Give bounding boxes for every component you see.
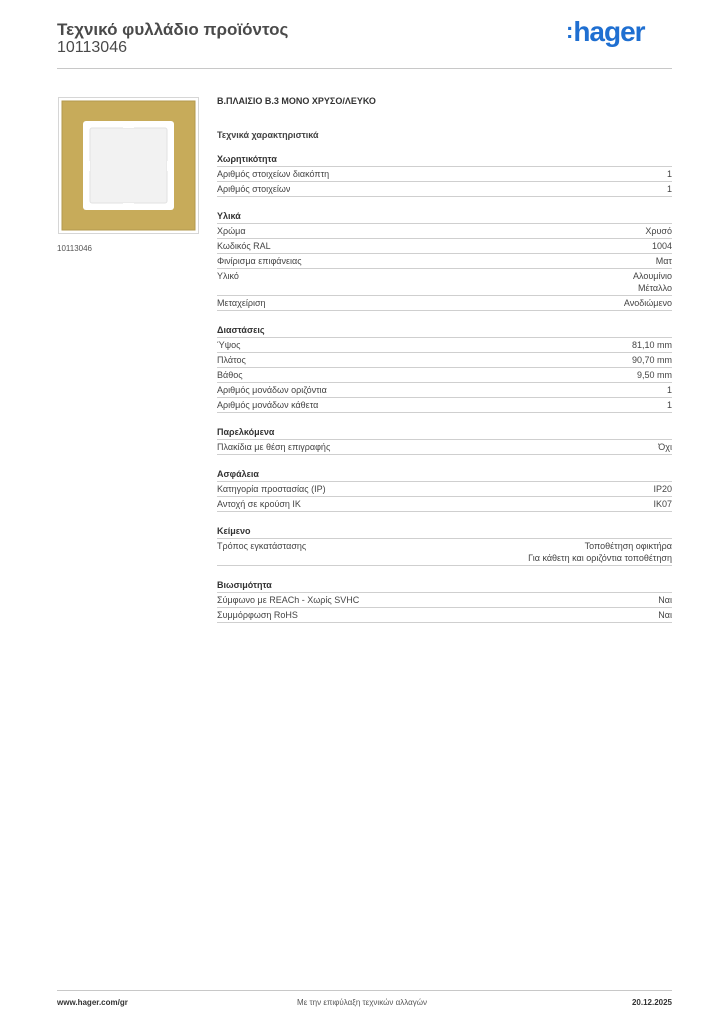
logo-text: hager xyxy=(573,16,645,47)
spec-value xyxy=(658,609,672,621)
spec-label: Πλάτος xyxy=(217,355,246,365)
spec-value xyxy=(667,168,672,180)
logo-dots-icon: : xyxy=(566,18,573,43)
spec-row xyxy=(217,398,672,413)
spec-sections xyxy=(217,154,672,623)
spec-row xyxy=(217,608,672,623)
spec-value-line: Ματ xyxy=(655,256,672,266)
spec-value xyxy=(624,297,672,309)
spec-section xyxy=(217,427,672,455)
spec-value xyxy=(667,399,672,411)
spec-label: Αριθμός μονάδων κάθετα xyxy=(217,400,319,410)
spec-subtitle: Τεχνικά χαρακτηριστικά xyxy=(217,130,319,140)
spec-label: Αντοχή σε κρούση IK xyxy=(217,499,301,509)
product-image xyxy=(58,97,199,234)
spec-row xyxy=(217,338,672,353)
spec-value-line: Για κάθετη και οριζόντια τοποθέτηση xyxy=(528,553,672,563)
footer-website: www.hager.com/gr xyxy=(57,998,128,1007)
spec-label: Κατηγορία προστασίας (IP) xyxy=(217,484,326,494)
footer-date: 20.12.2025 xyxy=(631,998,672,1007)
spec-value xyxy=(637,369,672,381)
spec-row xyxy=(217,269,672,296)
spec-value-line: 9,50 mm xyxy=(636,370,672,380)
spec-value-line: Ναι xyxy=(658,595,672,605)
spec-row xyxy=(217,167,672,182)
spec-section xyxy=(217,325,672,413)
spec-label: Υλικό xyxy=(217,271,239,281)
spec-value-line: IP20 xyxy=(653,484,672,494)
spec-label: Τρόπος εγκατάστασης xyxy=(217,541,307,551)
spec-value xyxy=(652,240,672,252)
spec-value-line: 90,70 mm xyxy=(631,355,672,365)
header-divider xyxy=(57,68,672,69)
spec-row xyxy=(217,239,672,254)
section-title: Υλικά xyxy=(217,211,672,224)
spec-value-line: IK07 xyxy=(653,499,672,509)
footer-divider xyxy=(57,990,672,991)
spec-label: Πλακίδια με θέση επιγραφής xyxy=(217,442,331,452)
spec-row xyxy=(217,539,672,566)
spec-row xyxy=(217,593,672,608)
spec-label: Μεταχείριση xyxy=(217,298,266,308)
footer-notice: Με την επιφύλαξη τεχνικών αλλαγών xyxy=(297,998,427,1007)
spec-value-line: 1004 xyxy=(651,241,672,251)
page-code: 10113046 xyxy=(57,39,127,56)
spec-row xyxy=(217,497,672,512)
image-caption: 10113046 xyxy=(57,244,92,253)
section-title: Κείμενο xyxy=(217,526,672,539)
spec-row xyxy=(217,440,672,455)
spec-section xyxy=(217,580,672,623)
product-title: Β.ΠΛΑΙΣΙΟ Β.3 ΜΟΝΟ ΧΡΥΣΟ/ΛΕΥΚΟ xyxy=(217,96,376,106)
frame-picture xyxy=(59,98,198,233)
spec-value xyxy=(658,441,672,453)
spec-value-line: 1 xyxy=(666,169,672,179)
spec-label: Κωδικός RAL xyxy=(217,241,271,251)
section-title: Διαστάσεις xyxy=(217,325,672,338)
spec-row xyxy=(217,482,672,497)
spec-label: Αριθμός μονάδων οριζόντια xyxy=(217,385,327,395)
spec-row xyxy=(217,182,672,197)
spec-row xyxy=(217,224,672,239)
spec-value-line: Μέταλλο xyxy=(637,283,672,293)
spec-value-line: 1 xyxy=(666,184,672,194)
spec-value xyxy=(667,384,672,396)
spec-section xyxy=(217,526,672,566)
spec-label: Συμμόρφωση RoHS xyxy=(217,610,298,620)
spec-value-line: 81,10 mm xyxy=(631,340,672,350)
specification-content xyxy=(217,96,672,623)
spec-section xyxy=(217,469,672,512)
spec-label: Βάθος xyxy=(217,370,243,380)
spec-row xyxy=(217,383,672,398)
spec-value xyxy=(645,225,672,237)
section-title: Βιωσιμότητα xyxy=(217,580,672,593)
spec-value xyxy=(667,183,672,195)
spec-section xyxy=(217,154,672,197)
spec-value-line: 1 xyxy=(666,400,672,410)
spec-value-line: Ναι xyxy=(658,610,672,620)
spec-row xyxy=(217,296,672,311)
spec-value xyxy=(656,255,672,267)
spec-value xyxy=(633,270,672,294)
spec-value-line: Τοποθέτηση οφικτήρα xyxy=(584,541,672,551)
section-title: Ασφάλεια xyxy=(217,469,672,482)
spec-row xyxy=(217,254,672,269)
spec-value xyxy=(632,339,672,351)
spec-label: Φινίρισμα επιφάνειας xyxy=(217,256,302,266)
page-title: Τεχνικό φυλλάδιο προϊόντος xyxy=(57,20,289,39)
spec-label: Αριθμός στοιχείων xyxy=(217,184,291,194)
spec-label: Αριθμός στοιχείων διακόπτη xyxy=(217,169,330,179)
spec-value xyxy=(658,594,672,606)
spec-value-line: Αλουμίνιο xyxy=(633,271,672,281)
spec-value xyxy=(528,540,672,564)
section-title: Παρελκόμενα xyxy=(217,427,672,440)
spec-row xyxy=(217,368,672,383)
spec-value xyxy=(653,498,672,510)
spec-value-line: Χρυσό xyxy=(645,226,672,236)
spec-value xyxy=(632,354,672,366)
spec-value-line: Ανοδιώμενο xyxy=(623,298,672,308)
spec-label: Σύμφωνο με REACh - Χωρίς SVHC xyxy=(217,595,360,605)
hager-logo xyxy=(566,16,645,48)
spec-value-line: 1 xyxy=(666,385,672,395)
section-title: Χωρητικότητα xyxy=(217,154,672,167)
spec-value-line: Όχι xyxy=(658,442,672,452)
spec-section xyxy=(217,211,672,311)
spec-label: Ύψος xyxy=(217,340,241,350)
spec-value xyxy=(653,483,672,495)
spec-label: Χρώμα xyxy=(217,226,246,236)
spec-row xyxy=(217,353,672,368)
